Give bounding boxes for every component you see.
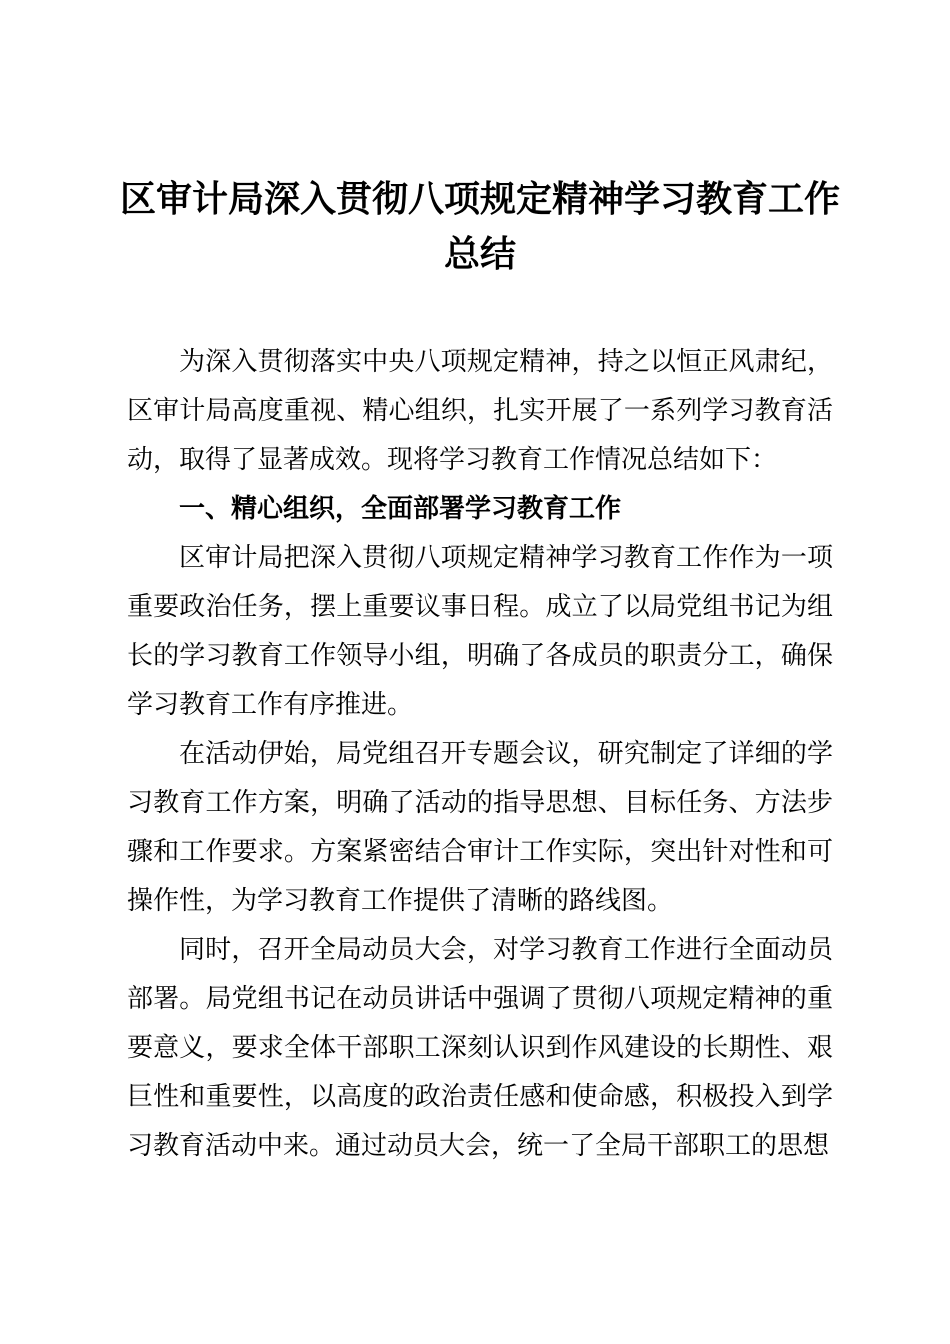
section-heading-1: 一、精心组织，全面部署学习教育工作: [179, 493, 622, 523]
paragraph-work-plan: 在活动伊始，局党组召开专题会议，研究制定了详细的学习教育工作方案，明确了活动的指导思想、目标任务、方法步骤和工作要求。方案紧密结合审计工作实际，突出针对性和可操作性，为学习教育工作提供了清晰的路线图。: [127, 738, 833, 915]
paragraph-mobilization: 同时，召开全局动员大会，对学习教育工作进行全面动员部署。局党组书记在动员讲话中强调了贯彻八项规定精神的重要意义，要求全体干部职工深刻认识到作风建设的长期性、艰巨性和重要性，以高度的政治责任感和使命感，积极投入到学习教育活动中来。通过动员大会，统一了全局干部职工的思想: [127, 934, 833, 1160]
document-title-line-1: 区审计局深入贯彻八项规定精神学习教育工作: [119, 178, 840, 219]
document-title-line-2: 总结: [443, 233, 516, 274]
paragraph-organization: 区审计局把深入贯彻八项规定精神学习教育工作作为一项重要政治任务，摆上重要议事日程。成立了以局党组书记为组长的学习教育工作领导小组，明确了各成员的职责分工，确保学习教育工作有序推进。: [127, 542, 833, 719]
document-body: [127, 337, 833, 1170]
paragraph-intro: 为深入贯彻落实中央八项规定精神，持之以恒正风肃纪，区审计局高度重视、精心组织，扎实开展了一系列学习教育活动，取得了显著成效。现将学习教育工作情况总结如下：: [127, 346, 833, 474]
document-title: [117, 171, 843, 281]
